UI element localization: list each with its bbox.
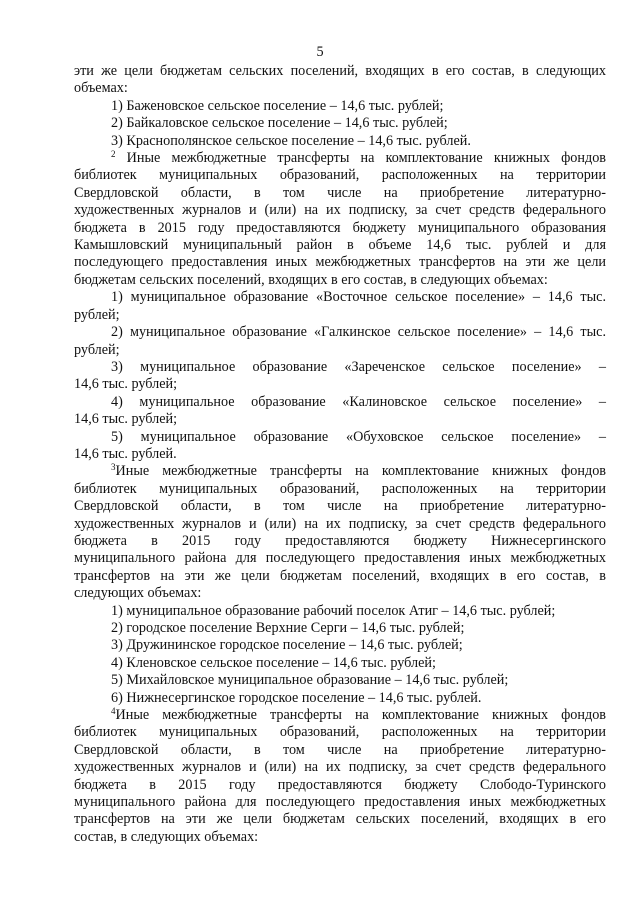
list-item-continuation: рублей;: [74, 306, 120, 323]
text-line: библиотек муниципальных образований, расположенных на территории: [74, 167, 606, 184]
paragraph-text: Иные межбюджетные трансферты на комплектование книжных фондов: [115, 150, 606, 167]
list-item: 3) муниципальное образование «Зареченское сельское поселение» –: [111, 358, 606, 375]
list-item-continuation: рублей;: [74, 341, 120, 358]
list-item-continuation: 14,6 тыс. рублей;: [74, 411, 178, 428]
list-item: 2) Байкаловское сельское поселение – 14,6 тыс. рублей;: [111, 115, 448, 132]
text-line: библиотек муниципальных образований, расположенных на территории: [74, 724, 606, 741]
text-line: муниципального района для последующего предоставления иных межбюджетных: [74, 794, 606, 811]
footnote-marker: 4: [111, 706, 116, 717]
document-body: [74, 63, 606, 846]
list-item: 1) Баженовское сельское поселение – 14,6 тыс. рублей;: [111, 97, 444, 114]
list-item: 1) муниципальное образование рабочий поселок Атиг – 14,6 тыс. рублей;: [111, 602, 556, 619]
text-line: художественных журналов и (или) на их подписку, за счет средств федерального: [74, 759, 606, 776]
text-line: объемах:: [74, 80, 128, 97]
list-item-continuation: 14,6 тыс. рублей;: [74, 376, 178, 393]
text-line: Свердловской области, в том числе на приобретение литературно-: [74, 184, 606, 201]
list-item: 3) Краснополянское сельское поселение – 14,6 тыс. рублей.: [111, 132, 471, 149]
text-line: состав, в следующих объемах:: [74, 828, 259, 845]
list-item: 5) муниципальное образование «Обуховское сельское поселение» –: [111, 428, 606, 445]
text-line: эти же цели бюджетам сельских поселений, входящих в его состав, в следующих: [74, 63, 606, 79]
text-line: бюджетам сельских поселений, входящих в его состав, в следующих объемах:: [74, 271, 548, 288]
list-item-continuation: 14,6 тыс. рублей.: [74, 445, 177, 462]
list-item: 1) муниципальное образование «Восточное сельское поселение» – 14,6 тыс.: [111, 289, 606, 306]
text-line: художественных журналов и (или) на их подписку, за счет средств федерального: [74, 202, 606, 219]
footnote-marker: 2: [111, 149, 116, 160]
page-number: 5: [316, 44, 324, 60]
list-item: 4) муниципальное образование «Калиновское сельское поселение» –: [111, 393, 606, 410]
text-line: библиотек муниципальных образований, расположенных на территории: [74, 480, 606, 497]
list-item: 2) муниципальное образование «Галкинское сельское поселение» – 14,6 тыс.: [111, 324, 606, 341]
text-line: бюджета в 2015 году предоставляются бюджету Слободо-Туринского: [74, 776, 606, 793]
text-line: последующего предоставления иных межбюджетных трансфертов на эти же цели: [74, 254, 606, 271]
list-item: 2) городское поселение Верхние Серги – 14,6 тыс. рублей;: [111, 620, 465, 636]
text-line: Свердловской области, в том числе на приобретение литературно-: [74, 741, 606, 758]
text-line: художественных журналов и (или) на их подписку, за счет средств федерального: [74, 515, 606, 532]
footnote-marker: 3: [111, 462, 116, 473]
text-line: трансфертов на эти же цели бюджетам сельских поселений, входящих в его: [74, 811, 606, 828]
paragraph-text: Иные межбюджетные трансферты на комплектование книжных фондов: [115, 707, 606, 724]
text-line: следующих объемах:: [74, 585, 202, 602]
list-item: 5) Михайловское муниципальное образование – 14,6 тыс. рублей;: [111, 672, 509, 689]
text-line: трансфертов на эти же цели бюджетам поселений, входящих в его состав, в: [74, 567, 606, 584]
paragraph-first-line: [74, 463, 606, 480]
list-item: 3) Дружининское городское поселение – 14,6 тыс. рублей;: [111, 637, 463, 654]
paragraph-first-line: [74, 150, 606, 167]
text-line: Камышловский муниципальный район в объеме 14,6 тыс. рублей и для: [74, 237, 606, 254]
list-item: 4) Кленовское сельское поселение – 14,6 тыс. рублей;: [111, 654, 436, 671]
paragraph-text: Иные межбюджетные трансферты на комплектование книжных фондов: [115, 463, 606, 480]
list-item: 6) Нижнесергинское городское поселение – 14,6 тыс. рублей.: [111, 689, 482, 706]
text-line: бюджета в 2015 году предоставляются бюджету Нижнесергинского: [74, 532, 606, 549]
paragraph-first-line: [74, 707, 606, 724]
text-line: Свердловской области, в том числе на приобретение литературно-: [74, 498, 606, 515]
text-line: муниципального района для последующего предоставления иных межбюджетных: [74, 550, 606, 567]
text-line: бюджета в 2015 году предоставляются бюджету муниципального образования: [74, 219, 606, 236]
